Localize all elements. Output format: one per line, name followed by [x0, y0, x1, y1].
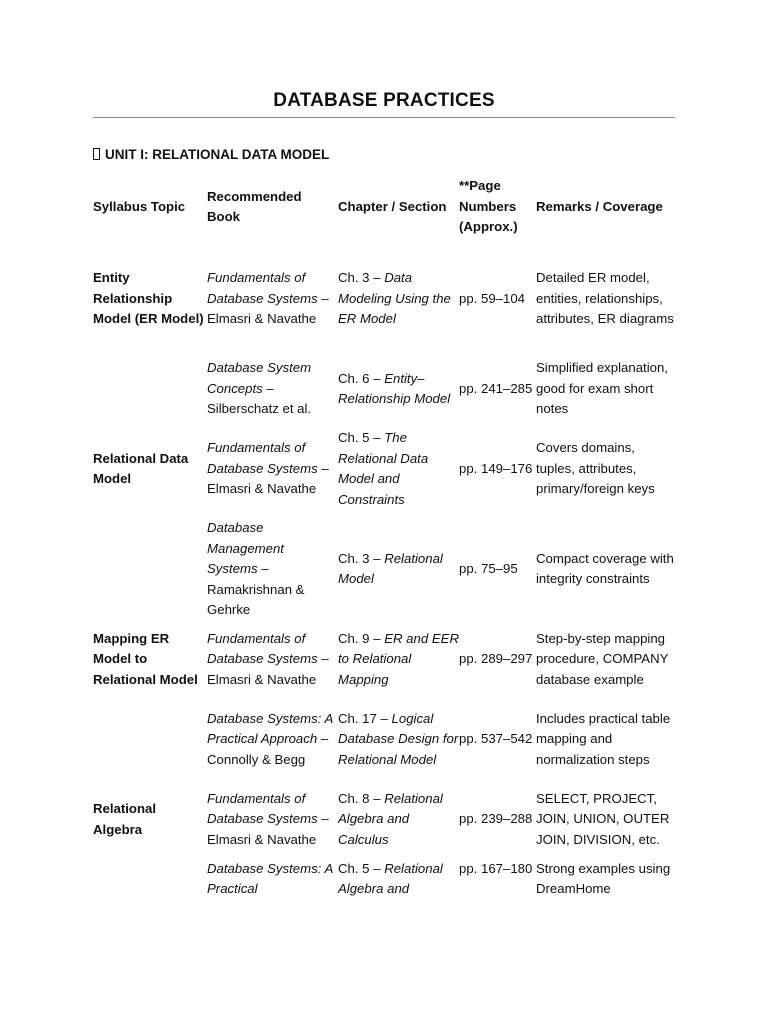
book-title: Database Systems: A Practical — [207, 860, 333, 896]
chapter-title: ER and EER to Relational Mapping — [338, 630, 459, 687]
chapter-title: The Relational Data Model and Constraints — [338, 430, 429, 507]
chapter-cell: Ch. 5 – The Relational Data Model and Constraints — [338, 430, 429, 507]
topic-cell: Relational Data Model — [93, 450, 189, 486]
chapter-cell: Ch. 5 – Relational Algebra and — [338, 860, 443, 896]
table-row — [93, 240, 675, 350]
topic-cell — [93, 350, 207, 420]
book-cell: Database Systems: A Practical Approach – Connolly & Begg — [207, 710, 333, 767]
table-row — [93, 851, 675, 901]
book-cell: Database System Concepts – Silberschatz et al. — [207, 360, 312, 417]
syllabus-table — [93, 174, 675, 901]
topic-cell: Entity Relationship Model (ER Model) — [93, 270, 204, 327]
table-header-row — [93, 174, 675, 240]
book-authors: Elmasri & Navathe — [207, 671, 317, 687]
topic-cell: Mapping ER Model to Relational Model — [93, 630, 198, 687]
table-row — [93, 420, 675, 510]
remarks-cell: Step-by-step mapping procedure, COMPANY database example — [536, 630, 669, 687]
book-title: Fundamentals of Database Systems — [207, 270, 318, 306]
chapter-title: Logical Database Design for Relational Model — [338, 710, 459, 767]
chapter-cell: Ch. 9 – ER and EER to Relational Mapping — [338, 630, 459, 687]
chapter-number: Ch. 5 — [338, 860, 370, 876]
chapter-cell: Ch. 3 – Relational Model — [338, 550, 443, 587]
remarks-cell: Covers domains, tuples, attributes, primary/foreign keys — [536, 440, 655, 497]
pages-cell: pp. 59–104 — [459, 290, 526, 306]
book-authors: Silberschatz et al. — [207, 401, 312, 417]
missing-glyph-icon — [93, 148, 100, 160]
book-cell: Fundamentals of Database Systems – Elmasri & Navathe — [207, 630, 329, 687]
chapter-title: Data Modeling Using the ER Model — [338, 270, 451, 327]
pages-cell: pp. 167–180 — [459, 860, 533, 876]
remarks-cell: SELECT, PROJECT, JOIN, UNION, OUTER JOIN, DIVISION, etc. — [536, 790, 670, 847]
pages-cell: pp. 241–285 — [459, 380, 533, 396]
book-title: Fundamentals of Database Systems — [207, 630, 318, 667]
book-cell: Fundamentals of Database Systems – Elmasri & Navathe — [207, 790, 329, 847]
book-cell: Database Management Systems – Ramakrishnan & Gehrke — [207, 520, 305, 617]
chapter-number: Ch. 9 — [338, 630, 370, 646]
header-page-numbers: **Page Numbers (Approx.) — [459, 178, 518, 235]
pages-cell: pp. 75–95 — [459, 561, 518, 576]
table-row — [93, 350, 675, 420]
pages-cell: pp. 239–288 — [459, 811, 533, 827]
header-syllabus-topic: Syllabus Topic — [93, 198, 186, 214]
book-authors: Elmasri & Navathe — [207, 481, 317, 497]
table-row — [93, 781, 675, 851]
book-title: Fundamentals of Database Systems — [207, 790, 318, 827]
book-authors: Elmasri & Navathe — [207, 311, 317, 327]
title-divider — [93, 117, 675, 118]
chapter-cell: Ch. 3 – Data Modeling Using the ER Model — [338, 270, 451, 327]
chapter-cell: Ch. 17 – Logical Database Design for Relational Model — [338, 710, 459, 767]
book-title: Database Systems: A Practical Approach — [207, 710, 333, 747]
book-authors: Ramakrishnan & Gehrke — [207, 581, 305, 617]
page-title: DATABASE PRACTICES — [273, 90, 495, 111]
chapter-number: Ch. 8 — [338, 790, 370, 806]
table-row — [93, 510, 675, 621]
remarks-cell: Strong examples using DreamHome — [536, 860, 671, 896]
book-cell — [207, 851, 338, 901]
unit-heading — [93, 147, 329, 162]
topic-cell — [93, 851, 207, 901]
chapter-cell: Ch. 6 – Entity–Relationship Model — [338, 370, 451, 406]
book-title: Database Management Systems — [207, 520, 284, 576]
header-remarks: Remarks / Coverage — [536, 198, 663, 214]
topic-cell — [93, 510, 207, 621]
pages-cell: pp. 289–297 — [459, 651, 533, 667]
book-title: Database System Concepts — [207, 360, 312, 396]
book-authors: Connolly & Begg — [207, 751, 306, 767]
header-recommended-book: Recommended Book — [207, 188, 302, 224]
topic-cell: Relational Algebra — [93, 801, 157, 837]
book-cell: Fundamentals of Database Systems – Elmasri & Navathe — [207, 440, 329, 497]
remarks-cell: Detailed ER model, entities, relationships, attributes, ER diagrams — [536, 270, 674, 327]
topic-cell — [93, 691, 207, 781]
chapter-title: Entity–Relationship Model — [338, 370, 451, 406]
table-row — [93, 691, 675, 781]
pages-cell: pp. 537–542 — [459, 731, 533, 747]
remarks-cell: Compact coverage with integrity constraints — [536, 550, 674, 587]
chapter-cell: Ch. 8 – Relational Algebra and Calculus — [338, 790, 443, 847]
chapter-number: Ch. 17 — [338, 710, 377, 726]
book-title: Fundamentals of Database Systems — [207, 440, 318, 476]
book-authors: Elmasri & Navathe — [207, 831, 317, 847]
table-row — [93, 621, 675, 691]
chapter-number: Ch. 6 — [338, 370, 370, 386]
remarks-cell: Simplified explanation, good for exam short notes — [536, 360, 668, 417]
chapter-title: Relational Model — [338, 550, 443, 587]
chapter-title: Relational Algebra and — [338, 860, 443, 896]
unit-heading-text: UNIT I: RELATIONAL DATA MODEL — [105, 147, 330, 162]
chapter-number: Ch. 3 — [338, 550, 370, 566]
pages-cell: pp. 149–176 — [459, 460, 533, 476]
chapter-title: Relational Algebra and Calculus — [338, 790, 443, 847]
chapter-number: Ch. 3 — [338, 270, 370, 286]
remarks-cell: Includes practical table mapping and normalization steps — [536, 710, 671, 767]
book-cell: Fundamentals of Database Systems – Elmasri & Navathe — [207, 270, 329, 327]
header-chapter-section: Chapter / Section — [338, 198, 447, 214]
chapter-number: Ch. 5 — [338, 430, 370, 445]
